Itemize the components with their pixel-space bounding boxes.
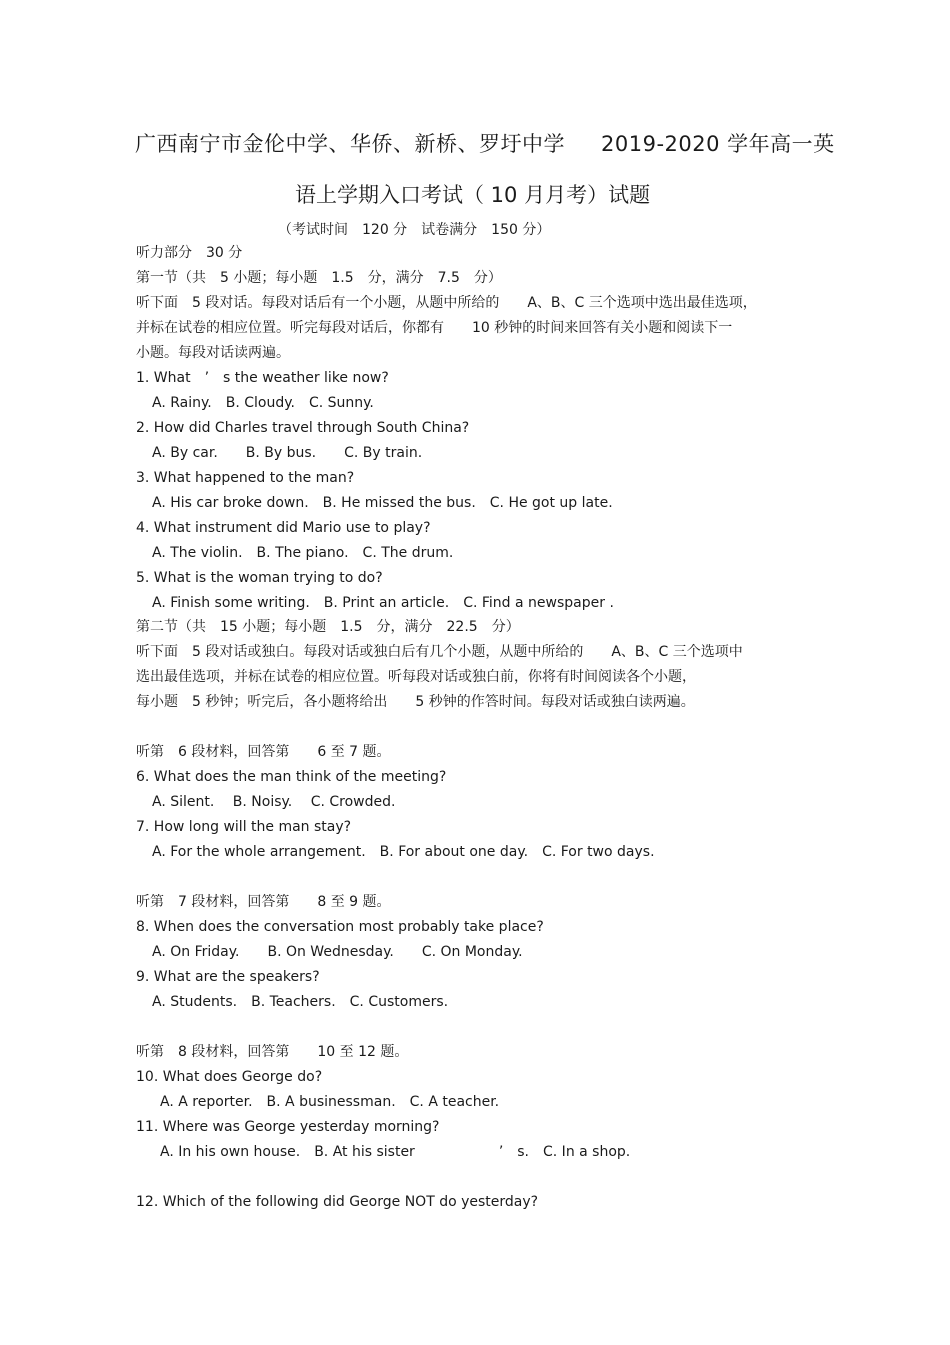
- question-12: 12. Which of the following did George NOT do yesterday?: [136, 1194, 539, 1210]
- title-line-1: [135, 128, 835, 158]
- part-heading: 第一节（共 5 小题；每小题 1.5 分，满分 7.5 分）: [136, 270, 502, 286]
- question-9: 9. What are the speakers?: [136, 969, 320, 985]
- options-4: A. The violin. B. The piano. C. The drum.: [152, 545, 454, 561]
- options-2: A. By car. B. By bus. C. By train.: [152, 445, 423, 461]
- instructions-line: 选出最佳选项，并标在试卷的相应位置。听每段对话或独白前，你将有时间阅读各个小题，: [136, 669, 696, 685]
- instructions-line: 听下面 5 段对话。每段对话后有一个小题，从题中所给的 A、B、C 三个选项中选出最佳选项，: [136, 295, 757, 311]
- question-11: 11. Where was George yesterday morning?: [136, 1119, 440, 1135]
- instructions-line: 并标在试卷的相应位置。听完每段对话后，你都有 10 秒钟的时间来回答有关小题和阅读下一: [136, 320, 733, 336]
- question-10: 10. What does George do?: [136, 1069, 323, 1085]
- part-heading: 第二节（共 15 小题；每小题 1.5 分，满分 22.5 分）: [136, 619, 520, 635]
- options-1: A. Rainy. B. Cloudy. C. Sunny.: [152, 395, 374, 411]
- options-6: A. Silent. B. Noisy. C. Crowded.: [152, 794, 396, 810]
- options-5: A. Finish some writing. B. Print an article. C. Find a newspaper .: [152, 595, 614, 611]
- question-8: 8. When does the conversation most probably take place?: [136, 919, 544, 935]
- question-1: 1. What ’ s the weather like now?: [136, 370, 389, 386]
- exam-info: （考试时间 120 分 试卷满分 150 分）: [278, 222, 551, 238]
- material-heading: 听第 8 段材料，回答第 10 至 12 题。: [136, 1044, 409, 1060]
- question-2: 2. How did Charles travel through South China?: [136, 420, 470, 436]
- options-11: A. In his own house. B. At his sister ’ s. C. In a shop.: [160, 1144, 631, 1160]
- title-line-2: 语上学期入口考试（ 10 月月考）试题: [295, 183, 651, 207]
- instructions-line: 每小题 5 秒钟；听完后，各小题将给出 5 秒钟的作答时间。每段对话或独白读两遍。: [136, 694, 695, 710]
- question-5: 5. What is the woman trying to do?: [136, 570, 383, 586]
- question-6: 6. What does the man think of the meeting?: [136, 769, 447, 785]
- instructions-line: 听下面 5 段对话或独白。每段对话或独白后有几个小题，从题中所给的 A、B、C 三个选项中: [136, 644, 743, 660]
- material-heading: 听第 7 段材料，回答第 8 至 9 题。: [136, 894, 391, 910]
- question-3: 3. What happened to the man?: [136, 470, 355, 486]
- instructions-line: 小题。每段对话读两遍。: [136, 345, 290, 361]
- options-9: A. Students. B. Teachers. C. Customers.: [152, 994, 449, 1010]
- question-4: 4. What instrument did Mario use to play?: [136, 520, 431, 536]
- options-3: A. His car broke down. B. He missed the bus. C. He got up late.: [152, 495, 613, 511]
- options-10: A. A reporter. B. A businessman. C. A teacher.: [160, 1094, 500, 1110]
- options-7: A. For the whole arrangement. B. For about one day. C. For two days.: [152, 844, 655, 860]
- question-7: 7. How long will the man stay?: [136, 819, 352, 835]
- material-heading: 听第 6 段材料，回答第 6 至 7 题。: [136, 744, 391, 760]
- options-8: A. On Friday. B. On Wednesday. C. On Monday.: [152, 944, 523, 960]
- section-heading: 听力部分 30 分: [136, 245, 243, 261]
- title-line-1-part-2: 2019-2020 学年高一英: [601, 132, 835, 156]
- title-line-1-part-1: 广西南宁市金伦中学、华侨、新桥、罗圩中学: [135, 132, 565, 156]
